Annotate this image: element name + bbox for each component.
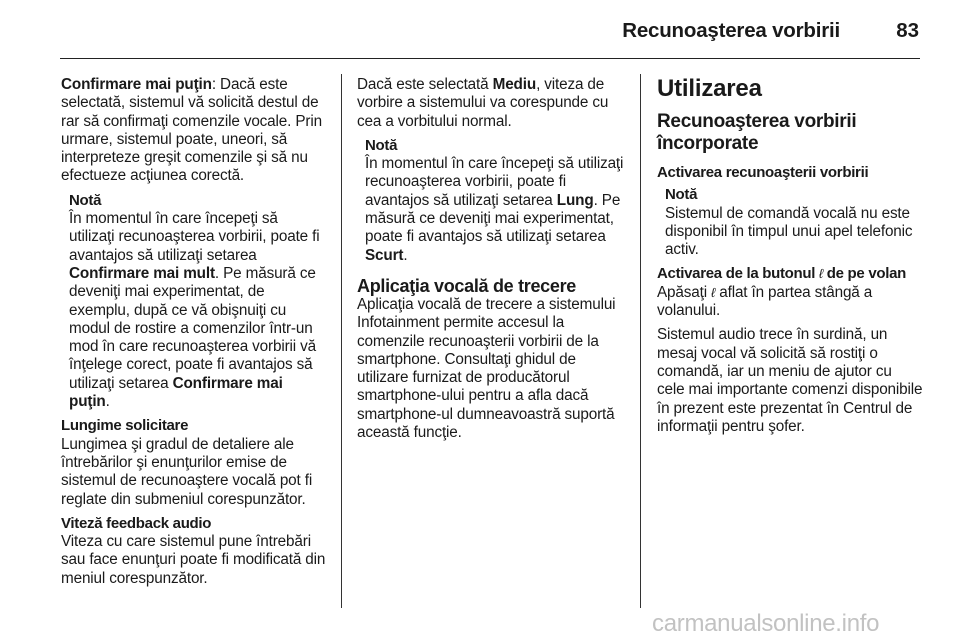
setting-long: Lung: [556, 191, 594, 209]
heading-prompt-length: Lungime solicitare: [61, 417, 189, 435]
column-2: [357, 76, 625, 442]
note-text: Sistemul de comandă vocală nu este disponibil în timpul unui apel telefonic activ.: [665, 204, 913, 259]
press-text-b: aflat în partea stângă a volanului.: [657, 283, 873, 320]
note-text-end: .: [105, 393, 110, 411]
medium-text-c: , viteza de vorbire a sistemului va corespunde cu cea a vorbitului normal.: [357, 76, 609, 130]
setting-confirm-more: Confirmare mai mult: [69, 264, 215, 282]
note-text-c: . Pe măsură ce deveniţi mai experimentat, de exemplu, după ce vă obişnuiţi cu modul de rostire a comenzilor într-un mod în care recunoaşterea vorbirii vă înţelege corect, poate fi avantajos să utilizaţi setarea: [69, 264, 316, 392]
medium-text-a: Dacă este selectată: [357, 76, 493, 93]
note-text: [365, 155, 625, 265]
note-label: Notă: [365, 136, 398, 154]
heading-activate-speech-recognition: Activarea recunoaşterii vorbirii: [657, 164, 869, 181]
page-title: Recunoaşterea vorbirii: [622, 19, 840, 42]
column-divider-2: [640, 74, 641, 608]
heading-built-in-speech-recognition: Recunoaşterea vorbirii încorporate: [657, 111, 857, 154]
note-text-a: În momentul în care începeţi să utilizaţi recunoaşterea vorbirii, poate fi avantajos să utilizaţi setarea: [69, 210, 320, 264]
note-text-c: . Pe măsură ce deveniţi mai experimentat, poate fi avantajos să utilizaţi setarea: [365, 191, 621, 246]
voice-command-icon: ℓ: [819, 266, 823, 282]
heading-audio-feedback-speed: Viteză feedback audio: [61, 514, 212, 532]
press-button-text: [657, 284, 923, 321]
confirm-less-term: Confirmare mai puţin: [61, 76, 212, 93]
note-box: [365, 137, 625, 265]
setting-short: Scurt: [365, 246, 404, 264]
confirm-less-paragraph: [61, 76, 327, 186]
watermark: carmanualsonline.info: [652, 610, 880, 637]
page-header: [60, 0, 920, 59]
press-text-a: Apăsaţi: [657, 283, 712, 301]
note-label: Notă: [665, 186, 698, 204]
audio-mute-text: Sistemul audio trece în surdină, un mesaj vocal vă solicită să rostiţi o comandă, iar un meniu de ajutor cu cele mai importante comenzi disponibile în prezent este prezentat în Centrul de informaţii pentru şofer.: [657, 326, 923, 435]
medium-paragraph: [357, 76, 625, 131]
setting-medium: Mediu: [492, 76, 537, 93]
note-box: [665, 186, 923, 259]
note-text-end: .: [403, 246, 408, 264]
heading-button-text-b: de pe volan: [822, 265, 907, 283]
column-1: [61, 76, 327, 588]
page-number: 83: [896, 19, 919, 42]
heading-voice-pass-through: Aplicaţia vocală de trecere: [357, 275, 577, 296]
prompt-length-text: Lungimea şi gradul de detaliere ale întrebărilor şi enunţurilor emise de sistemul de recunoaştere vocală pot fi reglate din submeniul corespunzător.: [61, 435, 313, 508]
column-divider-1: [341, 74, 342, 608]
heading-usage: Utilizarea: [657, 75, 762, 102]
audio-feedback-speed-text: Viteza cu care sistemul pune întrebări sau face enunţuri poate fi modificată din meniul corespunzător.: [61, 533, 326, 587]
note-text-a: În momentul în care începeţi să utilizaţi recunoaşterea vorbirii, poate fi avantajos să utilizaţi setarea: [365, 155, 624, 209]
heading-activate-from-steering-button: [657, 265, 923, 283]
heading-button-text-a: Activarea de la butonul: [657, 265, 820, 283]
setting-confirm-less: Confirmare mai puţin: [69, 374, 283, 411]
confirm-less-text: : Dacă este selectată, sistemul vă solicită destul de rar să confirmaţi comenzile vocale. Prin urmare, sistemul poate, uneori, să interpreteze greşit comenzile şi să nu efectueze acţiunea corectă.: [61, 76, 322, 185]
note-box: [69, 192, 327, 412]
note-text: [69, 210, 327, 411]
voice-command-icon: ℓ: [711, 284, 716, 300]
column-3: [657, 76, 923, 436]
voice-pass-through-text: Aplicaţia vocală de trecere a sistemului Infotainment permite accesul la comenzile recunoaşterii vorbirii de la smartphone. Consultaţi ghidul de utilizare furnizat de producătorul smartphone-ului pentru a afla dacă smartphone-ul dumneavoastră suportă această funcţie.: [357, 295, 616, 442]
note-label: Notă: [69, 191, 102, 209]
